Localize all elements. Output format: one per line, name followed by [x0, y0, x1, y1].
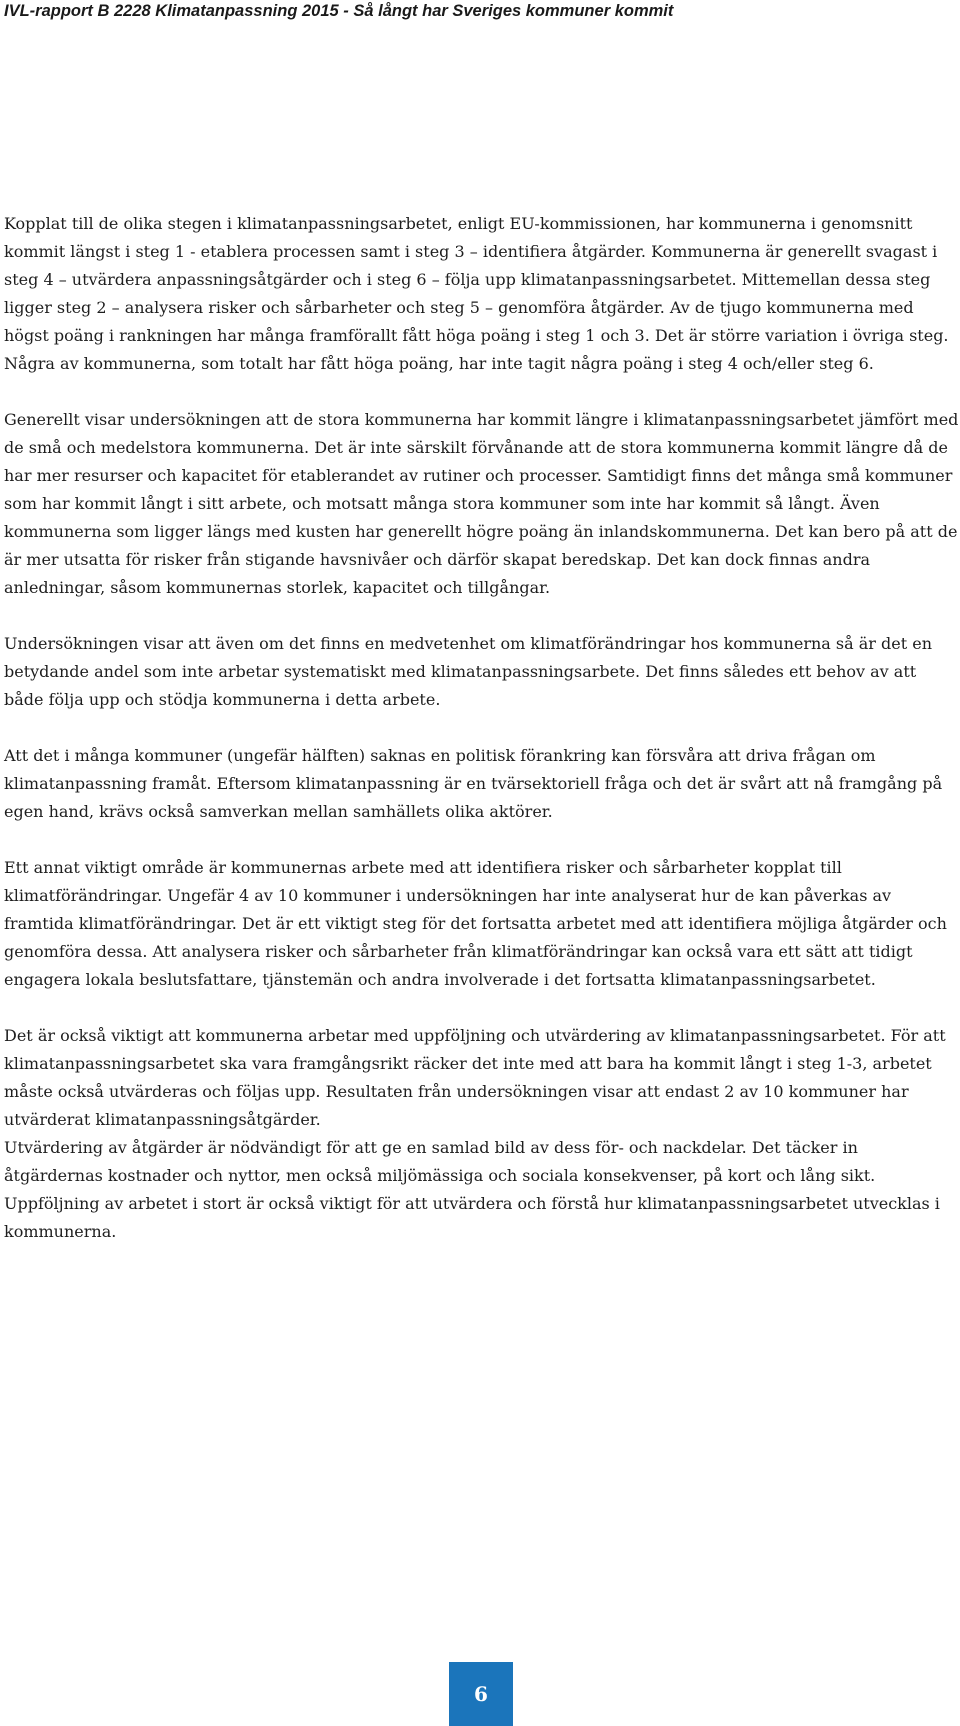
page-number: 6 [474, 1682, 488, 1706]
paragraph-political-anchoring: Att det i många kommuner (ungefär hälften) saknas en politisk förankring kan försvåra att driva frågan om klimatanpassning framåt. Eftersom klimatanpassning är en tvärsektoriell fråga och det är svårt att nå framgång på egen hand, krävs också samverkan mellan samhällets olika aktörer. [4, 746, 943, 821]
running-header: IVL-rapport B 2228 Klimatanpassning 2015 - Så långt har Sveriges kommuner kommit [4, 2, 674, 20]
paragraph-municipality-size: Generellt visar undersökningen att de stora kommunerna har kommit längre i klimatanpassningsarbetet jämfört med de små och medelstora kommunerna. Det är inte särskilt förvånande att de stora kommunerna kommit längre då de har mer resurser och kapacitet för etablerandet av rutiner och processer. Samtidigt finns det många små kommuner som har kommit långt i sitt arbete, och motsatt många stora kommuner som inte har kommit så långt. Även kommunerna som ligger längs med kusten har generellt högre poäng än inlandskommunerna. Det kan bero på att de är mer utsatta för risker från stigande havsnivåer och därför skapat beredskap. Det kan dock finnas andra anledningar, såsom kommunernas storlek, kapacitet och tillgångar. [4, 410, 959, 597]
paragraph-evaluation: Utvärdering av åtgärder är nödvändigt för att ge en samlad bild av dess för- och nackdelar. Det täcker in åtgärdernas kostnader och nyttor, men också miljömässiga och sociala konsekvenser, på kort och lång sikt. Uppföljning av arbetet i stort är också viktigt för att utvärdera och förstå hur klimatanpassningsarbetet utvecklas i kommunerna. [4, 1138, 940, 1241]
page-number-badge [449, 1662, 513, 1726]
paragraph-steps-summary: Kopplat till de olika stegen i klimatanpassningsarbetet, enligt EU-kommissionen, har kommunerna i genomsnitt kommit längst i steg 1 - etablera processen samt i steg 3 – identifiera åtgärder. Kommunerna är generellt svagast i steg 4 – utvärdera anpassningsåtgärder och i steg 6 – följa upp klimatanpassningsarbetet. Mittemellan dessa steg ligger steg 2 – analysera risker och sårbarheter och steg 5 – genomföra åtgärder. Av de tjugo kommunerna med högst poäng i rankningen har många framförallt fått höga poäng i steg 1 och 3. Det är större variation i övriga steg. Några av kommunerna, som totalt har fått höga poäng, har inte tagit några poäng i steg 4 och/eller steg 6. [4, 214, 949, 373]
body-text [4, 210, 960, 1274]
paragraph-awareness: Undersökningen visar att även om det finns en medvetenhet om klimatförändringar hos kommunerna så är det en betydande andel som inte arbetar systematiskt med klimatanpassningsarbete. Det finns således ett behov av att både följa upp och stödja kommunerna i detta arbete. [4, 634, 933, 709]
paragraph-risk-analysis: Ett annat viktigt område är kommunernas arbete med att identifiera risker och sårbarheter kopplat till klimatförändringar. Ungefär 4 av 10 kommuner i undersökningen har inte analyserat hur de kan påverkas av framtida klimatförändringar. Det är ett viktigt steg för det fortsatta arbetet med att identifiera möjliga åtgärder och genomföra dessa. Att analysera risker och sårbarheter från klimatförändringar kan också vara ett sätt att tidigt engagera lokala beslutsfattare, tjänstemän och andra involverade i det fortsatta klimatanpassningsarbetet. [4, 858, 947, 989]
paragraph-follow-up: Det är också viktigt att kommunerna arbetar med uppföljning och utvärdering av klimatanpassningsarbetet. För att klimatanpassningsarbetet ska vara framgångsrikt räcker det inte med att bara ha kommit långt i steg 1-3, arbetet måste också utvärderas och följas upp. Resultaten från undersökningen visar att endast 2 av 10 kommuner har utvärderat klimatanpassningsåtgärder. [4, 1026, 946, 1129]
